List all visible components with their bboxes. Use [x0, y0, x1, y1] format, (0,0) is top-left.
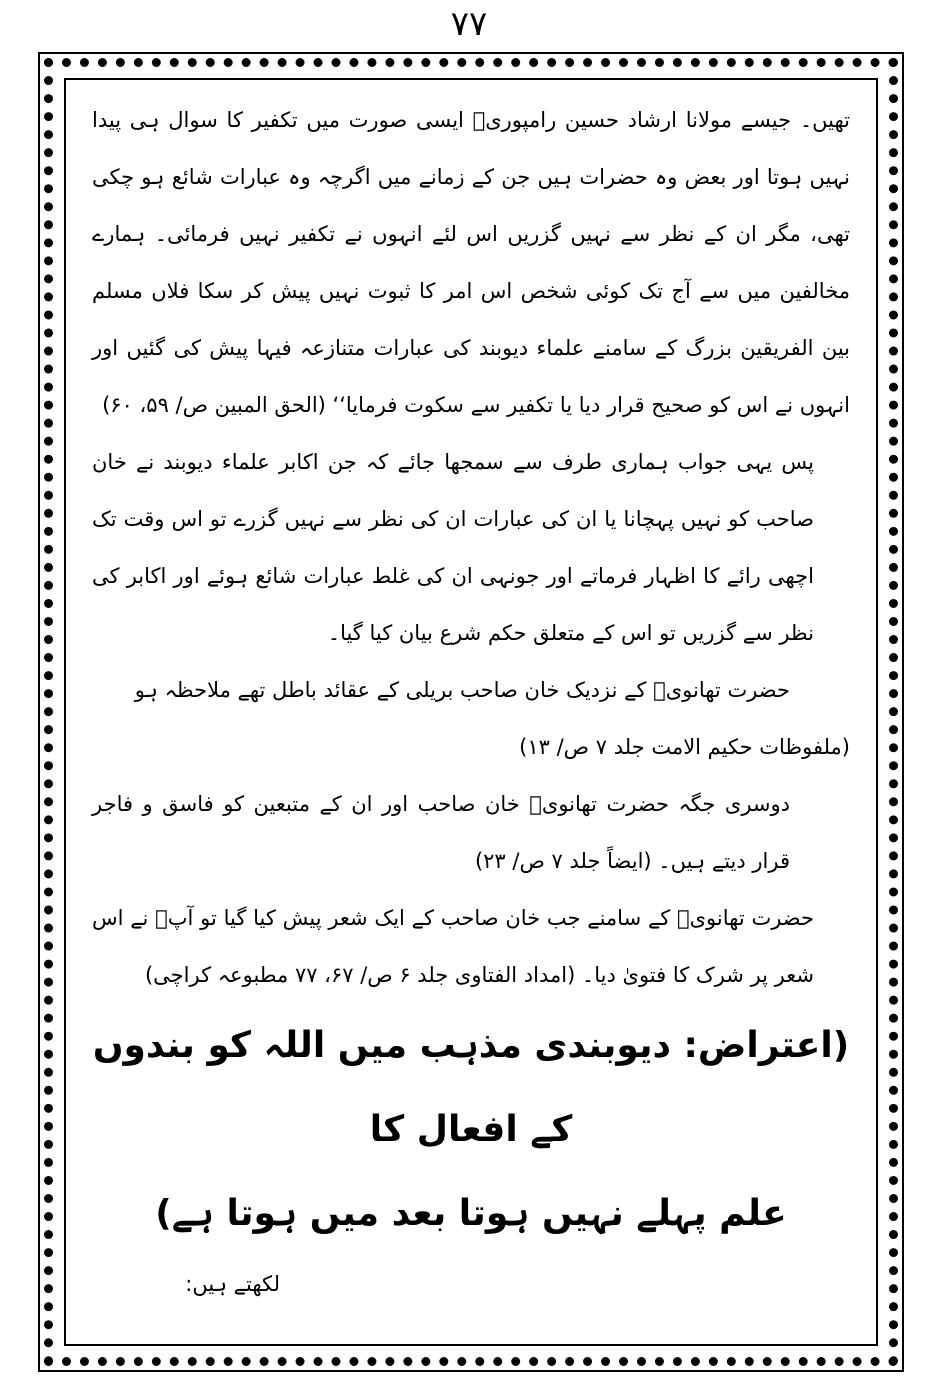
paragraph-response: پس یہی جواب ہماری طرف سے سمجھا جائے کہ جن اکابر علماء دیوبند نے خان صاحب کو نہیں پہچانا یا ان کی عبارات ان کی نظر سے نہیں گزرے تو اس وقت تک اچھی رائے کا اظہار فرماتے اور جونہی ان کی غلط عبارات شائع ہوئے اور اکابر کی نظر سے گزریں تو اس کے متعلق حکم شرع بیان کیا گیا۔: [92, 450, 814, 645]
writes-label: لکھتے ہیں:: [185, 1272, 280, 1296]
objection-heading-line-2: علم پہلے نہیں ہوتا بعد میں ہوتا ہے): [155, 1193, 787, 1234]
paragraph-second-place: دوسری جگہ حضرت تھانویؒ خان صاحب اور ان کے متبعین کو فاسق و فاجر قرار دیتے ہیں۔ (ایضاً جلد ۷ ص/ ۲۳): [92, 792, 790, 873]
paragraph-thanvi-view: حضرت تھانویؒ کے نزدیک خان صاحب بریلی کے عقائد باطل تھے ملاحظہ ہو: [134, 678, 790, 702]
reference-malfuzat: (ملفوظات حکیم الامت جلد ۷ ص/ ۱۳): [519, 735, 850, 759]
paragraph-shirk-fatwa: حضرت تھانویؒ کے سامنے جب خان صاحب کے ایک شعر پیش کیا گیا تو آپؒ نے اس شعر پر شرک کا فتویٰ دیا۔ (امداد الفتاوی جلد ۶ ص/ ۶۷، ۷۷ مطبوعہ کراچی): [92, 906, 814, 987]
paragraph-quote-continuation: تھیں۔ جیسے مولانا ارشاد حسین رامپوریؒ ایسی صورت میں تکفیر کا سوال ہی پیدا نہیں ہوتا اور بعض وہ حضرات ہیں جن کے زمانے میں اگرچہ وہ عبارات شائع ہو چکی تھی، مگر ان کے نظر سے نہیں گزریں اس لئے انہوں نے تکفیر نہیں فرمائی۔ ہمارے مخالفین میں سے آج تک کوئی شخص اس امر کا ثبوت نہیں پیش کر سکا فلاں مسلم بین الفریقین بزرگ کے سامنے علماء دیوبند کی عبارات متنازعہ فیہا پیش کی گئیں اور انہوں نے اس کو صحیح قرار دیا یا تکفیر سے سکوت فرمایا‘‘ (الحق المبین ص/ ۵۹، ۶۰): [92, 108, 850, 417]
page-content: [92, 92, 850, 1338]
page-number: ۷۷: [450, 4, 488, 44]
objection-heading-line-1: (اعتراض: دیوبندی مذہب میں اللہ کو بندوں کے افعال کا: [92, 1025, 850, 1150]
